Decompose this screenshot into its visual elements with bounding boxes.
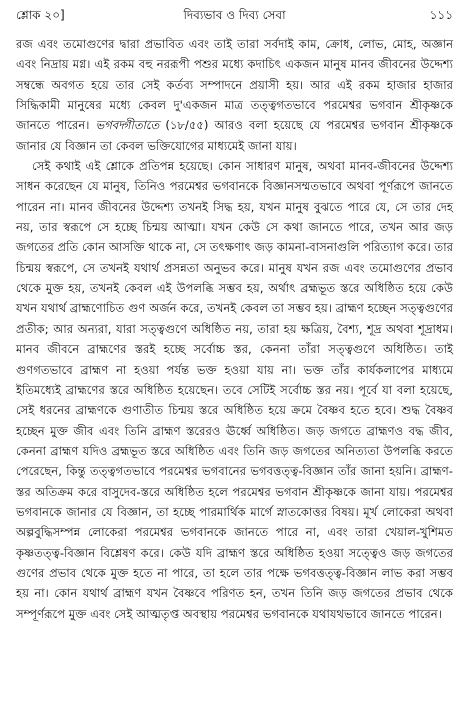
paragraph-purport: সেই কথাই এই শ্লোকে প্রতিপন্ন হয়েছে। কোন সাধারণ মানুষ, অথবা মানব-জীবনের উদ্দেশ্য সাধন করেছেন যে মানুষ, তিনিও পরমেশ্বর ভগবানকে বিজ্ঞানসম্মতভাবে অথবা পূর্ণরূপে জানতে পারেন না। মানব জীবনের উদ্দেশ্য তখনই সিদ্ধ হয়, যখন মানুষ বুঝতে পারে যে, সে তার দেহ নয়, তার স্বরূপে সে হচ্ছে চিন্ময় আত্মা। যখন কেউ সে কথা জানতে পারে, তখন আর জড় জগতের প্রতি কোন আসক্তি থাকে না, সে তৎক্ষণাৎ জড় কামনা-বাসনাগুলি পরিত্যাগ করে। তার চিন্ময় স্বরূপে, সে তখনই যথার্থ প্রসন্নতা অনুভব করে। মানুষ যখন রজ এবং তমোগুণের প্রভাব থেকে মুক্ত হয়, তখনই কেবল এই উপলব্ধি সম্ভব হয়, অর্থাৎ ব্রহ্মভূত স্তরে অধিষ্ঠিত হয়ে কেউ যখন যথার্থ ব্রাহ্মণোচিত গুণ অর্জন করে, তখনই কেবল তা সম্ভব হয়। ব্রাহ্মণ হচ্ছেন সত্ত্বগুণের প্রতীক; আর অন্যরা, যারা সত্ত্বগুণে অধিষ্ঠিত নয়, তারা হয় ক্ষত্রিয়, বৈশ্য, শূদ্র অথবা শূদ্রাধম। মানব জীবনে ব্রাহ্মণের স্তরই হচ্ছে সর্বোচ্চ স্তর, কেননা তাঁরা সত্ত্বগুণে অধিষ্ঠিত। তাই গুণগতভাবে ব্রাহ্মণ না হওয়া পর্যন্ত ভক্ত হওয়া যায় না। ভক্ত তাঁর কার্যকলাপের মাধ্যমে ইতিমধ্যেই ব্রাহ্মণের স্তরে অধিষ্ঠিত হয়েছেন। তবে সেটিই সর্বোচ্চ স্তর নয়। পূর্বে যা বলা হয়েছে, সেই ধরনের ব্রাহ্মণকে গুণাতীত চিন্ময় স্তরে অধিষ্ঠিত হয়ে ক্রমে বৈষ্ণব হতে হবে। শুদ্ধ বৈষ্ণব হচ্ছেন মুক্ত জীব এবং তিনি ব্রাহ্মণ স্তরেরও ঊর্ধ্বে অধিষ্ঠিত। জড় জগতে ব্রাহ্মণও বদ্ধ জীব, কেননা ব্রাহ্মণ যদিও ব্রহ্মভূত স্তরে অধিষ্ঠিত এবং তিনি জড় জগতের অনিত্যতা উপলব্ধি করতে পেরেছেন, কিন্তু তত্ত্বগতভাবে পরমেশ্বর ভগবানের ভগবত্তত্ত্ব-বিজ্ঞান তাঁর জানা হয়নি। ব্রাহ্মণ-স্তর অতিক্রম করে বাসুদেব-স্তরে অধিষ্ঠিত হলে পরমেশ্বর ভগবান শ্রীকৃষ্ণকে জানা যায়। পরমেশ্বর ভগবানকে জানার যে বিজ্ঞান, তা হচ্ছে পারমার্থিক মার্গে স্নাতকোত্তর বিষয়। মূর্খ লোকেরা অথবা অল্পবুদ্ধিসম্পন্ন লোকেরা পরমেশ্বর ভগবানকে জানতে পারে না, এবং তারা খেয়াল-খুশিমত কৃষ্ণতত্ত্ব-বিজ্ঞান বিশ্লেষণ করে। কেউ যদি ব্রাহ্মণ স্তরে অধিষ্ঠিত হওয়া সত্ত্বেও জড় জগতের গুণের প্রভাব থেকে মুক্ত হতে না পারে, তা হলে তার পক্ষে ভগবত্তত্ত্ব-বিজ্ঞান লাভ করা সম্ভব হয় না। কোন যথার্থ ব্রাহ্মণ যখন বৈষ্ণবে পরিণত হন, তখন তিনি জড় জগতের প্রভাব থেকে সম্পূর্ণরূপে মুক্ত এবং সেই আত্মতৃপ্ত অবস্থায় পরমেশ্বর ভগবানকে যথাযথভাবে জানতে পারেন।	[16, 159, 453, 621]
paragraph-continuation	[16, 34, 453, 156]
paragraph-text: (১৮/৫৫) আরও বলা হয়েছে যে পরমেশ্বর ভগবান শ্রীকৃষ্ণকে জানার যে বিজ্ঞান তা কেবল ভক্তিযোগের মাধ্যমেই জানা যায়।	[16, 118, 453, 153]
chapter-title: দিব্যভাব ও দিব্য সেবা	[183, 8, 286, 22]
paragraph-text: রজ এবং তমোগুণের দ্বারা প্রভাবিত এবং তাই তারা সর্বদাই কাম, ক্রোধ, লোভ, মোহ, অজ্ঞান এবং নিদ্রায় মগ্ন। এই রকম বহু নররূপী পশুর মধ্যে কদাচিৎ একজন মানুষ মানব জীবনের উদ্দেশ্য সম্বন্ধে অবগত হয়ে তার সেই কর্তব্য সম্পাদনে প্রয়াসী হয়। আর এই রকম হাজার হাজার সিদ্ধিকামী মানুষের মধ্যে কেবল দু'একজন মাত্র তত্ত্বগতভাবে পরমেশ্বর ভগবান শ্রীকৃষ্ণকে জানতে পারেন।	[16, 37, 453, 133]
page-body	[16, 34, 453, 624]
book-title-reference: ভগবদ্গীতাতে	[95, 118, 160, 133]
verse-reference: শ্লোক ২০]	[16, 8, 65, 22]
page-header	[16, 6, 453, 28]
page-number: ১১১	[429, 8, 453, 22]
